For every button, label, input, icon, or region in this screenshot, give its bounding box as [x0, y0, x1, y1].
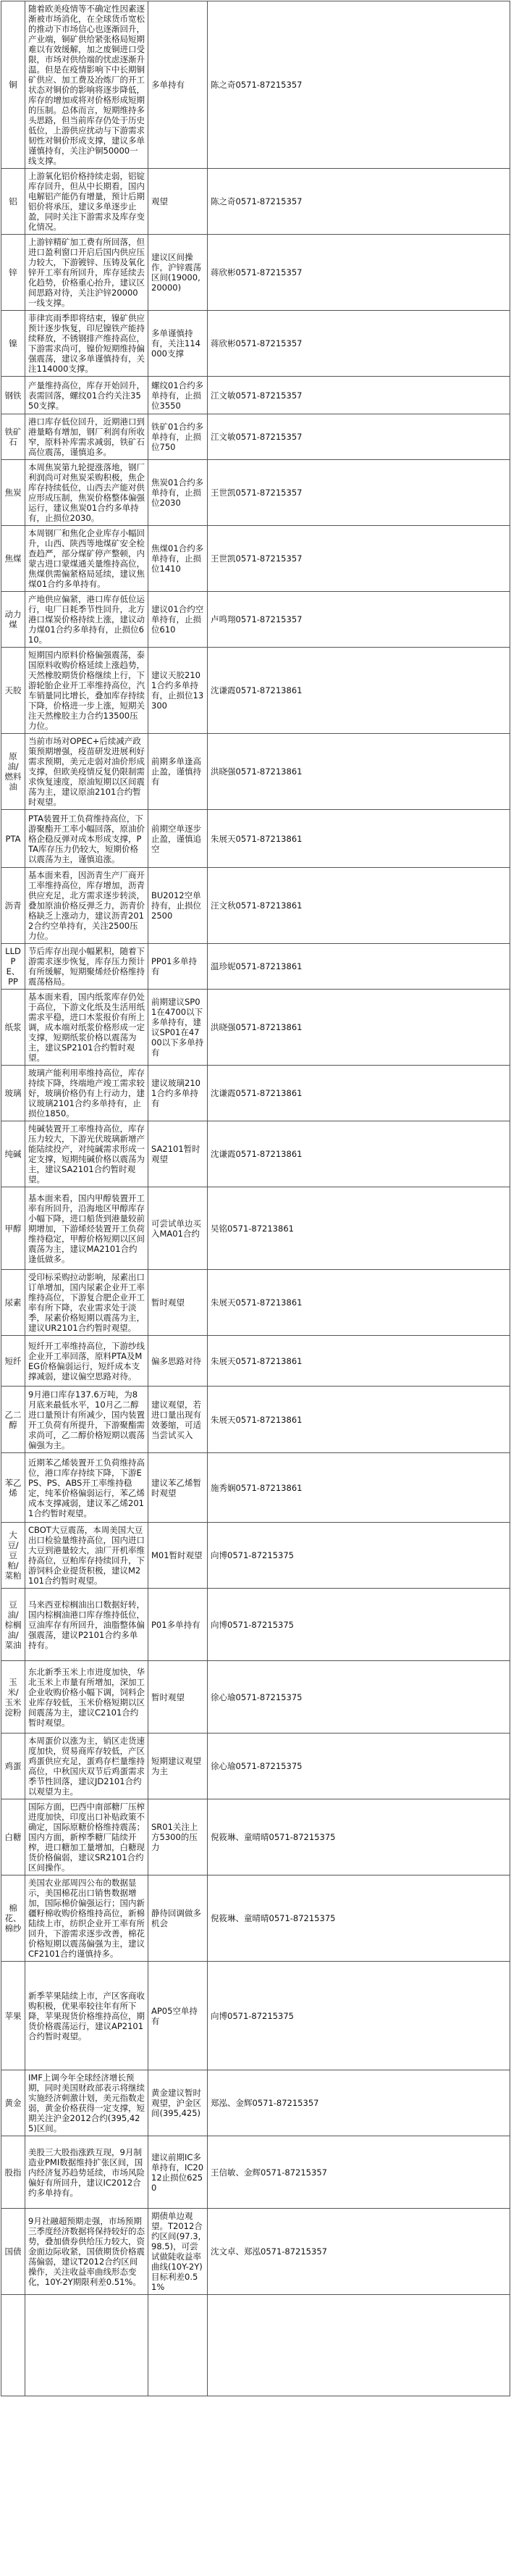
strategy-advice: 前期空单逐步止盈，谨慎追空 [148, 810, 208, 868]
commodity-name: 锌 [1, 235, 25, 311]
table-row [1, 1734, 510, 1799]
table-row [1, 1066, 510, 1121]
table-row [1, 1187, 510, 1270]
table-row [1, 990, 510, 1066]
table-row [1, 1523, 510, 1589]
commodity-name: PTA [1, 810, 25, 868]
commodity-name: 黄金 [1, 2070, 25, 2136]
strategy-advice: 建议观望，若进口量出现有效萎缩，可适当尝试买入 [148, 1387, 208, 1453]
strategy-advice: 前期建议SP01在4700以下多单持有，建议SP01在4700以下多单持有 [148, 990, 208, 1066]
table-row [1, 1453, 510, 1523]
commodity-name: 棉花、棉纱 [1, 1875, 25, 1962]
commodity-name: 玻璃 [1, 1066, 25, 1121]
analyst-contact: 郑泓、金辉0571-87215357 [208, 2070, 510, 2136]
market-comment: 东北新季玉米上市进度加快，华北玉米上市量有所增加，深加工企业收购价格小幅下调，饲料企业库存较低，玉米价格短期以区间震荡为主，建议C2101合约暂时观望。 [25, 1661, 148, 1734]
commodity-name: 动力煤 [1, 592, 25, 648]
research-table [1, 1, 510, 2396]
commodity-name: 焦炭 [1, 460, 25, 526]
market-comment: 上游锌精矿加工费有所回落，但进口盈利窗口开启后国内供应压力较大，下游镀锌、压铸及氧化锌开工率有所回升，库存延续去化趋势，价格重心抬升，建议区间思路对待，关注沪锌20000一线支撑。 [25, 235, 148, 311]
strategy-advice: M01暂时观望 [148, 1523, 208, 1589]
market-comment: PTA装置开工负荷维持高位，下游聚酯开工率小幅回落，原油价格企稳反弹对成本形成支撑，PTA库存压力仍较大，短期价格以震荡为主，谨慎追涨。 [25, 810, 148, 868]
strategy-advice: 静待回调做多机会 [148, 1875, 208, 1962]
table-row [1, 1799, 510, 1875]
market-comment: 9月社融超预期走强，市场预期三季度经济数据将保持较好的态势，叠加债券供给压力较大，资金面边际收紧，国债期货价格震荡偏弱，建议T2012合约区间操作，关注收益率曲线形态变化，10Y-2Y期限利差0.51%。 [25, 2209, 148, 2295]
strategy-advice: 建议前期IC多单持有，IC2012止损位6250 [148, 2136, 208, 2209]
commodity-name: 纸浆 [1, 990, 25, 1066]
table-row [1, 734, 510, 810]
analyst-contact: 王世凯0571-87215357 [208, 526, 510, 592]
market-comment: 短期国内原料价格偏强震荡，泰国原料收购价格延续上涨趋势，天然橡胶期货价格继续上行，下游轮胎企业开工率维持高位，汽车销量同比增长，叠加库存持续下降，价格进一步上涨，短期关注天然橡胶主力合约13500压力位。 [25, 648, 148, 734]
market-comment: 本周蛋价以涨为主，销区走货速度加快，贸易商库存较低，产区鸡蛋供应充足，蛋鸡存栏量维持高位，中秋国庆双节后鸡蛋需求季节性回落，建议JD2101合约以观望为主。 [25, 1734, 148, 1799]
strategy-advice: SR01关注上方5300的压力 [148, 1799, 208, 1875]
strategy-advice: BU2012空单持有，止损位2500 [148, 868, 208, 944]
market-comment: 9月港口库存137.6万吨，为8月底来最低水平，10月乙二醇进口量预计有所减少，国内装置开工负荷有所提升，下游聚酯需求尚可，乙二醇价格短期以震荡偏强为主。 [25, 1387, 148, 1453]
strategy-advice: 前期多单逢高止盈，谨慎持有 [148, 734, 208, 810]
strategy-advice: 暂时观望 [148, 1270, 208, 1336]
strategy-advice: 短期建议观望为主 [148, 1734, 208, 1799]
market-comment: 本周焦炭第九轮提涨落地，钢厂利润尚可对焦炭采购积极，焦企库存持续低位，山西去产能对供应形成压制，焦炭价格整体偏强运行，建议焦炭01合约多单持有，止损位2030。 [25, 460, 148, 526]
table-row [1, 169, 510, 235]
commodity-name: 甲醇 [1, 1187, 25, 1270]
commodity-name: 豆油/棕榈油/菜油 [1, 1589, 25, 1661]
strategy-advice: 期债单边观望。T2012合约区间(97.3,98.5)，可尝试做陡收益率曲线(10Y-2Y)目标利差0.51% [148, 2209, 208, 2295]
analyst-contact: 朱展天0571-87213861 [208, 1336, 510, 1387]
strategy-advice: PP01多单持有 [148, 944, 208, 990]
market-comment: 受印标采购拉动影响，尿素出口订单增加，国内尿素企业开工率维持高位，下游复合肥企业开工率有所下降，农业需求处于淡季，尿素价格短期以震荡为主，建议UR2101合约暂时观望。 [25, 1270, 148, 1336]
analyst-contact: 朱展天0571-87213861 [208, 1387, 510, 1453]
analyst-contact: 沈谦霞0571-87213861 [208, 648, 510, 734]
market-comment: 纯碱装置开工率维持高位，库存压力较大，下游光伏玻璃新增产能陆续投产，对纯碱需求形成一定支撑，短期纯碱价格以震荡为主，建议SA2101合约暂时观望。 [25, 1121, 148, 1187]
analyst-contact: 沈谦霞0571-87213861 [208, 1066, 510, 1121]
strategy-advice: 黄金建议暂时观望，沪金区间(395,425) [148, 2070, 208, 2136]
market-comment [25, 2295, 148, 2396]
commodity-name: 铝 [1, 169, 25, 235]
table-row [1, 526, 510, 592]
analyst-contact: 朱展天0571-87213861 [208, 810, 510, 868]
analyst-contact: 朱展天0571-87213861 [208, 1270, 510, 1336]
strategy-advice: 偏多思路对待 [148, 1336, 208, 1387]
analyst-contact: 汪文秋0571-87213861 [208, 868, 510, 944]
analyst-contact: 徐心瑜0571-87215375 [208, 1661, 510, 1734]
commodity-name: 镍 [1, 311, 25, 377]
table-row [1, 414, 510, 460]
market-comment: 港口库存低位回升，近期港口到港量略有增加，钢厂利润有所收窄，原料补库需求减弱，铁矿石高位震荡，谨慎追多。 [25, 414, 148, 460]
commodity-name: 苹果 [1, 1962, 25, 2070]
analyst-contact: 江文敏0571-87215357 [208, 377, 510, 414]
market-comment: 上游氧化铝价格持续走弱，铝锭库存回升，但从中长期看，国内电解铝产能仍有增量，预计后期铝价将承压，建议多单逐步止盈，同时关注下游需求及库存变化情况。 [25, 169, 148, 235]
market-comment: 基本面来看，国内纸浆库存仍处于高位，下游文化纸及生活用纸需求平稳，进口木浆报价有所上调，成本端对纸浆价格形成一定支撑，短期纸浆价格以震荡为主，建议SP2101合约暂时观望。 [25, 990, 148, 1066]
strategy-advice: 可尝试单边买入MA01合约 [148, 1187, 208, 1270]
analyst-contact: 沈文卓、郑泓0571-87215357 [208, 2209, 510, 2295]
table-row [1, 1, 510, 169]
market-comment: 随着欧美疫情等不确定性因素逐渐被市场消化，在全球货币宽松的推动下市场信心也逐渐回升，产业端，铜矿供给紧张格局短期难以有效缓解，加之废铜进口受限，市场对供给端的忧虑逐渐升温。但是在疫情影响下中长期铜矿供应、加工费及冶炼厂的开工状态对铜价的影响将逐步降低，库存的增加或将对价格形成短期的压制。总体而言，短期维持多头思路，但当前库存仍处于历史低位，上游供应扰动与下游需求韧性对铜价形成支撑，建议多单谨慎持有，关注沪铜50000一线支撑。 [25, 1, 148, 169]
commodity-name: 白糖 [1, 1799, 25, 1875]
table-row [1, 944, 510, 990]
commodity-name: 钢铁 [1, 377, 25, 414]
analyst-contact: 洪晓强0571-87213861 [208, 734, 510, 810]
analyst-contact: 吴铭0571-87213861 [208, 1187, 510, 1270]
table-row [1, 377, 510, 414]
strategy-advice: 建议区间操作，沪锌震荡区间(19000,20000) [148, 235, 208, 311]
table-row [1, 2136, 510, 2209]
strategy-advice: 暂时观望 [148, 1661, 208, 1734]
market-comment: 节后库存出现小幅累积，随着下游需求逐步恢复，库存压力预计有所缓解，短期聚烯烃价格维持震荡格局。 [25, 944, 148, 990]
analyst-contact: 倪筱琳、童晴晴0571-87215375 [208, 1799, 510, 1875]
analyst-contact: 徐心瑜0571-87215375 [208, 1734, 510, 1799]
commodity-name: 铜 [1, 1, 25, 169]
analyst-contact: 洪晓强0571-87213861 [208, 990, 510, 1066]
analyst-contact: 向博0571-87215375 [208, 1523, 510, 1589]
market-comment: 短纤开工率维持高位，下游纱线企业开工率回落，原料PTA及MEG价格偏弱运行，短纤成本支撑减弱，建议偏空思路对待。 [25, 1336, 148, 1387]
market-comment: 当前市场对OPEC+后续减产政策预期增强，疫苗研发进展利好需求预期，美元走弱对油价形成支撑，但欧美疫情反复仍限制需求恢复速度，原油短期以区间震荡为主，建议原油2101合约暂时观望。 [25, 734, 148, 810]
strategy-advice: 多单持有 [148, 1, 208, 169]
strategy-advice: SA2101暂时观望 [148, 1121, 208, 1187]
analyst-contact [208, 2295, 510, 2396]
commodity-name: 鸡蛋 [1, 1734, 25, 1799]
table-row [1, 648, 510, 734]
commodity-name: 国债 [1, 2209, 25, 2295]
market-comment: 美国农业部周四公布的数据显示，美国棉花出口销售数据增加，国际棉价偏强运行；国内新疆籽棉收购价格维持高位，新棉陆续上市，纺织企业开工率有所回升，下游需求逐步改善，棉花价格短期以震荡偏强为主，建议CF2101合约谨慎持多。 [25, 1875, 148, 1962]
strategy-advice: AP05空单持有 [148, 1962, 208, 2070]
table-row [1, 1270, 510, 1336]
analyst-contact: 蒋欣彬0571-87215357 [208, 311, 510, 377]
commodity-name: 玉米/玉米淀粉 [1, 1661, 25, 1734]
commodity-name: 沥青 [1, 868, 25, 944]
commodity-name: 苯乙烯 [1, 1453, 25, 1523]
commodity-name: 乙二醇 [1, 1387, 25, 1453]
strategy-advice: 建议天胶2101合约多单持有，止损位13300 [148, 648, 208, 734]
market-comment: 国际方面，巴西中南部糖厂压榨进度加快，印度出口补贴政策不确定，国际原糖价格维持震荡；国内方面，新榨季糖厂陆续开榨，进口糖加工量增加，白糖现货价格偏弱，建议SR2101合约区间操作。 [25, 1799, 148, 1875]
market-comment: 本周钢厂和焦化企业库存小幅回升，山西、陕西等地煤矿安全检查趋严，部分煤矿停产整顿，内蒙古进口蒙煤通关量维持高位，焦煤供需偏紧格局延续，建议焦煤01合约多单持有。 [25, 526, 148, 592]
market-comment: 近期苯乙烯装置开工负荷维持高位，港口库存持续下降，下游EPS、PS、ABS开工率维持稳定，纯苯价格偏弱运行，苯乙烯成本支撑减弱，建议苯乙烯2011合约暂时观望。 [25, 1453, 148, 1523]
analyst-contact: 陈之奇0571-87215357 [208, 1, 510, 169]
analyst-contact: 卢鸣翔0571-87215357 [208, 592, 510, 648]
table-row [1, 1387, 510, 1453]
table-row [1, 311, 510, 377]
analyst-contact: 沈谦霞0571-87213861 [208, 1121, 510, 1187]
commodity-name: 天胶 [1, 648, 25, 734]
strategy-advice: 铁矿01合约多单持有，止损位750 [148, 414, 208, 460]
market-comment: 美股三大股指涨跌互现，9月制造业PMI数据维持扩张区间，国内经济复苏趋势延续，市场风险偏好有所回升，建议IC2012合约多单持有。 [25, 2136, 148, 2209]
table-row [1, 235, 510, 311]
market-comment: IMF上调今年全球经济增长预期，同时美国财政部表示将继续实施经济刺激计划，美元指数走弱，黄金价格获得一定支撑，短期关注沪金2012合约(395,425)区间。 [25, 2070, 148, 2136]
table-row [1, 1962, 510, 2070]
market-comment: 基本面来看，因沥青生产厂商开工率维持高位，库存增加，沥青供应充足，北方需求逐步转淡，叠加原油价格反弹乏力，沥青价格缺乏上涨动力，建议沥青2012合约空单持有，关注2500压力位。 [25, 868, 148, 944]
strategy-advice [148, 2295, 208, 2396]
table-row [1, 1589, 510, 1661]
analyst-contact: 王信敏、金辉0571-87215357 [208, 2136, 510, 2209]
market-comment: 产量维持高位，库存开始回升，表需回落，螺纹01合约关注3550支撑。 [25, 377, 148, 414]
table-row [1, 1875, 510, 1962]
market-comment: 产地供应偏紧，港口库存低位运行，电厂日耗季节性回升，北方港口煤炭价格持续上涨，建议动力煤01合约多单持有，止损位610。 [25, 592, 148, 648]
table-row [1, 592, 510, 648]
table-row [1, 1121, 510, 1187]
table-row [1, 810, 510, 868]
strategy-advice: 建议01合约空单持有，止损位610 [148, 592, 208, 648]
strategy-advice: 螺纹01合约多单持有，止损位3550 [148, 377, 208, 414]
analyst-contact: 向博0571-87215375 [208, 1962, 510, 2070]
table-row [1, 2209, 510, 2295]
table-row [1, 868, 510, 944]
commodity-name: 原油/燃料油 [1, 734, 25, 810]
commodity-name: 焦煤 [1, 526, 25, 592]
commodity-name [1, 2295, 25, 2396]
commodity-name: 纯碱 [1, 1121, 25, 1187]
table-row [1, 460, 510, 526]
commodity-name: 大豆/豆粕/菜粕 [1, 1523, 25, 1589]
table-row [1, 2070, 510, 2136]
commodity-name: 铁矿石 [1, 414, 25, 460]
analyst-contact: 蒋欣彬0571-87215357 [208, 235, 510, 311]
table-row [1, 2295, 510, 2396]
strategy-advice: 建议玻璃2101合约多单持有 [148, 1066, 208, 1121]
market-comment: 基本面来看，国内甲醇装置开工率有所回升，沿海地区甲醇库存小幅下降，进口船货到港量较前期增加，下游烯烃装置开工负荷维持稳定，甲醇价格短期以区间震荡为主，建议MA2101合约逢低做多。 [25, 1187, 148, 1270]
commodity-name: 股指 [1, 2136, 25, 2209]
analyst-contact: 江文敏0571-87215357 [208, 414, 510, 460]
table-row [1, 1336, 510, 1387]
analyst-contact: 倪筱琳、童晴晴0571-87215375 [208, 1875, 510, 1962]
analyst-contact: 向博0571-87215375 [208, 1589, 510, 1661]
market-comment: 新季苹果陆续上市，产区客商收购积极，优果率较往年有所下降，苹果现货价格维持高位，期货价格震荡运行，建议AP2101合约暂时观望。 [25, 1962, 148, 2070]
strategy-advice: P01多单持有 [148, 1589, 208, 1661]
analyst-contact: 王世凯0571-87215357 [208, 460, 510, 526]
strategy-advice: 焦煤01合约多单持有，止损位1410 [148, 526, 208, 592]
strategy-advice: 焦炭01合约多单持有，止损位2030 [148, 460, 208, 526]
strategy-advice: 多单谨慎持有，关注114000支撑 [148, 311, 208, 377]
table-row [1, 1661, 510, 1734]
market-comment: 马来西亚棕榈油出口数据好转，国内棕榈油港口库存维持低位，豆油库存有所回升，油脂整体偏强震荡，建议P2101合约多单持有。 [25, 1589, 148, 1661]
market-comment: CBOT大豆震荡，本周美国大豆出口检验量维持高位，国内进口大豆到港量较大，油厂开机率维持高位，豆粕库存持续回升，下游饲料企业提货积极，建议M2101合约暂时观望。 [25, 1523, 148, 1589]
analyst-contact: 施秀娴0571-87213861 [208, 1453, 510, 1523]
analyst-contact: 陈之奇0571-87215357 [208, 169, 510, 235]
analyst-contact: 温珍妮0571-87213861 [208, 944, 510, 990]
strategy-advice: 观望 [148, 169, 208, 235]
commodity-name: LLDPE、PP [1, 944, 25, 990]
commodity-name: 尿素 [1, 1270, 25, 1336]
strategy-advice: 建议苯乙烯暂时观望 [148, 1453, 208, 1523]
market-comment: 玻璃产能利用率维持高位，库存持续下降，终端地产竣工需求较好，玻璃价格仍有上行动力，建议玻璃2101合约多单持有，止损位1850。 [25, 1066, 148, 1121]
market-comment: 菲律宾雨季即将结束，镍矿供应预计逐步恢复，印尼镍铁产能持续释放，不锈钢排产维持高位，下游需求尚可，镍价短期维持偏强震荡，建议多单谨慎持有，关注114000支撑。 [25, 311, 148, 377]
commodity-name: 短纤 [1, 1336, 25, 1387]
